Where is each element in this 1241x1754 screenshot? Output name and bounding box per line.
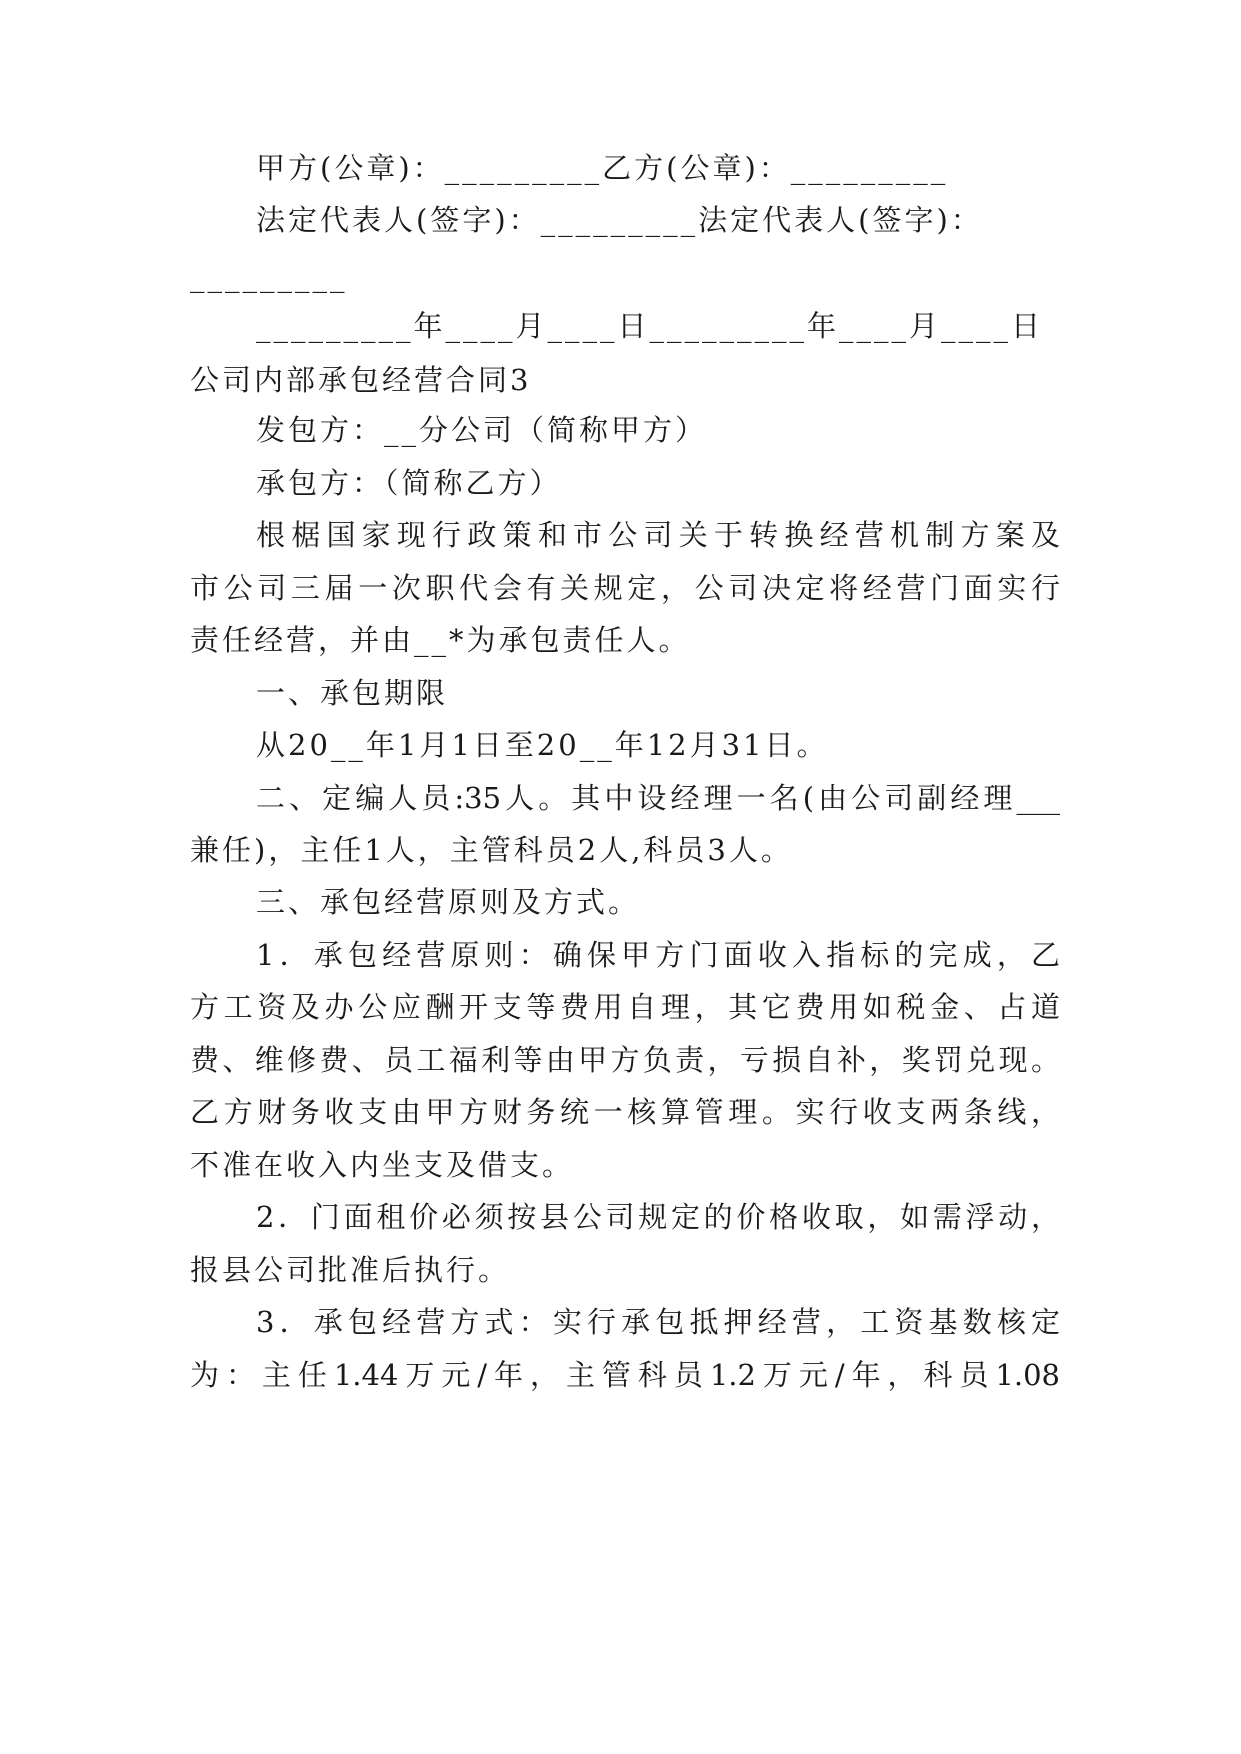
staffing-line-1: 二、定编人员:35人。其中设经理一名(由公司副经理___ [256,781,1060,815]
principle-1-line-4: 乙方财务收支由甲方财务统一核算管理。实行收支两条线， [190,1095,1060,1129]
date-line: _________年____月____日_________年____月____日 [256,309,1044,343]
paragraph-intro-line-3: 责任经营，并由__*为承包责任人。 [190,623,691,657]
staffing-line-2: 兼任)，主任1人，主管科员2人,科员3人。 [190,833,793,867]
signature-line-party-seals: 甲方(公章)：_________乙方(公章)：_________ [256,151,949,185]
principle-1-line-1: 1．承包经营原则：确保甲方门面收入指标的完成，乙 [256,938,1060,972]
paragraph-intro-line-1: 根椐国家现行政策和市公司关于转换经营机制方案及 [256,518,1060,552]
section-heading-principles: 三、承包经营原则及方式。 [256,885,641,919]
principle-2-line-2: 报县公司批准后执行。 [190,1253,511,1287]
principle-1-line-2: 方工资及办公应酬开支等费用自理，其它费用如税金、占道 [190,990,1060,1024]
principle-3-line-2: 为：主任1.44万元/年，主管科员1.2万元/年，科员1.08 [190,1358,1060,1392]
contract-title: 公司内部承包经营合同3 [190,363,532,397]
term-period-line: 从20__年1月1日至20__年12月31日。 [256,728,829,762]
principle-3-line-1: 3．承包经营方式：实行承包抵押经营，工资基数核定 [256,1305,1060,1339]
paragraph-intro-line-2: 市公司三届一次职代会有关规定，公司决定将经营门面实行 [190,571,1060,605]
principle-1-line-5: 不准在收入内坐支及借支。 [190,1148,575,1182]
signature-line-continued: _________ [190,259,348,293]
principle-2-line-1: 2．门面租价必须按县公司规定的价格收取，如需浮动， [256,1200,1060,1234]
section-heading-term: 一、承包期限 [256,676,449,710]
principle-1-line-3: 费、维修费、员工福利等由甲方负责，亏损自补，奖罚兑现。 [190,1043,1060,1077]
signature-line-representatives: 法定代表人(签字)：_________法定代表人(签字)： [256,203,983,237]
contractor-line: 发包方：__分公司（简称甲方） [256,413,708,447]
contractee-line: 承包方：（简称乙方） [256,466,562,500]
